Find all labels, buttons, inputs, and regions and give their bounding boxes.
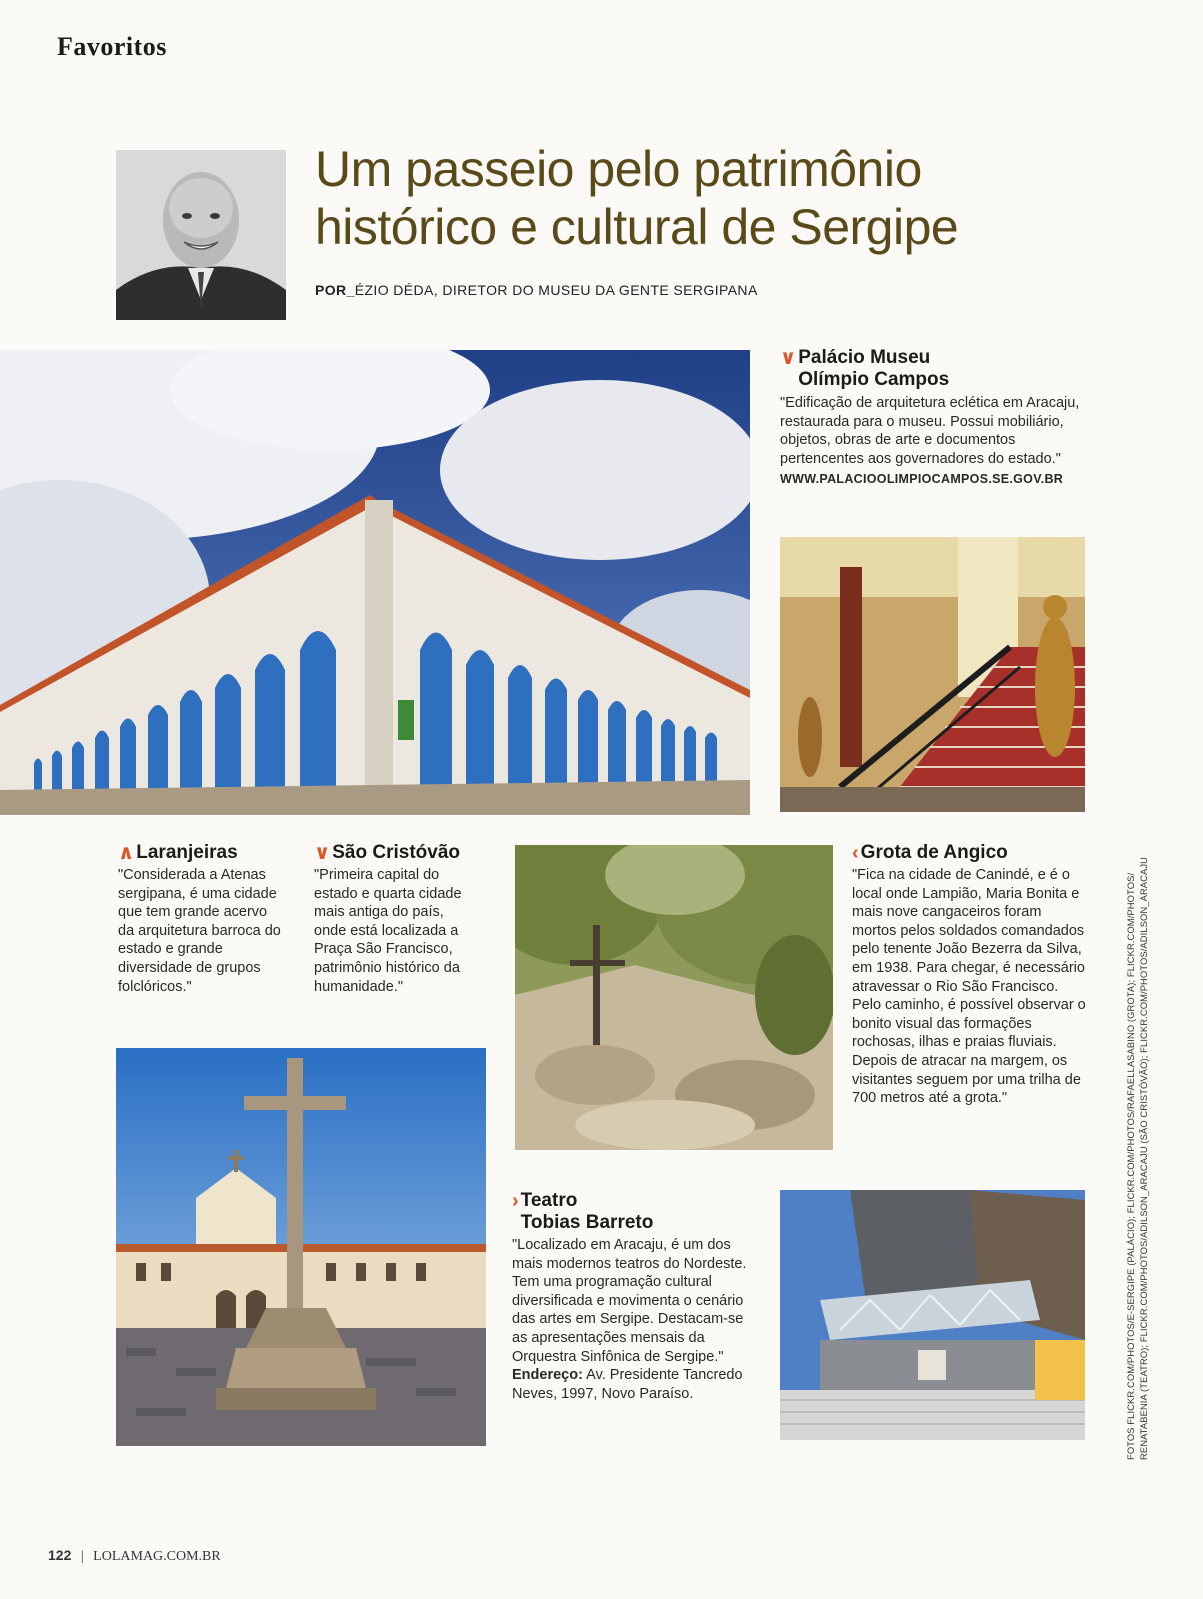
address-text: Av. Presidente Tancredo Neves, 1997, Novo Paraíso. [512,1367,743,1402]
title-line: Olímpio Campos [798,369,950,390]
credit-line: RENATABENIA (TEATRO); FLICKR.COM/PHOTOS/ADILSON_ARACAJU (SÃO CRISTÓVÃO); FLICKR.COM/PHOTOS/ADILSON_ARACAJU [1138,856,1149,1460]
section-grota [852,842,1097,1108]
chevron-down-icon: ∨ [314,842,331,864]
title-line: Tobias Barreto [520,1212,654,1233]
section-body: "Edificação de arquitetura eclética em Aracaju, restaurada para o museu. Possui mobiliário, objetos, obras de arte e documentos pertencentes aos governadores do estado." [780,395,1080,467]
byline [315,282,758,298]
site-name: LOLAMAG.COM.BR [93,1549,221,1564]
photo-credits [1124,820,1150,1460]
section-title [852,842,1097,864]
title-line: Grota de Angico [860,842,1008,863]
section-body: "Considerada a Atenas sergipana, é uma cidade que tem grande acervo da arquitetura barroca do estado e grande diversidade de grupos folclóricos." [118,867,281,995]
page-footer [48,1547,221,1565]
section-title [314,842,499,864]
chevron-down-icon: ∨ [780,347,797,369]
section-body: "Fica na cidade de Canindé, e é o local onde Lampião, Maria Bonita e mais nove cangaceiros foram mortos pelos soldados comandados pelo tenente João Bezerra da Silva, em 1938. Para chegar, é necessário atravessar o Rio São Francisco. Pelo caminho, é possível observar o bonito visual das formações rochosas, ilhas e praias fluviais. Depois de atracar na margem, os visitantes seguem por uma trilha de 700 metros até a grota." [852,867,1086,1107]
photo-praca-sao-francisco [116,1048,486,1446]
photo-grota-cross [515,845,833,1150]
byline-prefix: POR_ [315,282,355,298]
chevron-up-icon: ∧ [118,842,135,864]
address-label: Endereço: [512,1367,583,1384]
section-sao-cristovao [314,842,499,996]
section-body [512,1236,754,1403]
photo-palacio-staircase [780,537,1085,812]
footer-separator: | [80,1549,84,1564]
article-title: Um passeio pelo patrimônio histórico e cultural de Sergipe [315,141,959,255]
section-title [512,1190,762,1234]
section-title [780,347,1110,391]
section-label: Favoritos [57,32,167,61]
section-url: WWW.PALACIOOLIMPIOCAMPOS.SE.GOV.BR [780,472,1064,487]
title-line: Laranjeiras [136,842,238,863]
title-line: Teatro [520,1190,578,1211]
chevron-right-icon: › [512,1190,519,1212]
title-line: São Cristóvão [332,842,461,863]
body-text: "Localizado em Aracaju, é um dos mais modernos teatros do Nordeste. Tem uma programação cultural diversificada e movimenta o cenário das artes em Sergipe. Destacam-se as apresentações mensais da Orquestra Sinfônica de Sergipe." [512,1237,747,1365]
photo-building-sao-cristovao [0,350,750,815]
author-portrait-illustration [116,150,286,320]
photo-teatro-tobias-barreto [780,1190,1085,1440]
author-photo [116,150,286,320]
section-palacio [780,347,1110,486]
section-body: "Primeira capital do estado e quarta cidade mais antiga do país, onde está localizada a Praça São Francisco, patrimônio histórico da humanidade." [314,867,462,995]
chevron-left-icon: ‹ [852,842,859,864]
section-laranjeiras [118,842,298,996]
credit-line: FOTOS FLICKR.COM/PHOTOS/E-SERGIPE (PALÁCIO); FLICKR.COM/PHOTOS/RAFAELLASABINO (GROTA); FLICKR.COM/PHOTOS/ [1125,872,1136,1460]
section-teatro [512,1190,762,1403]
section-title [118,842,298,864]
byline-author: ÉZIO DÉDA, DIRETOR DO MUSEU DA GENTE SERGIPANA [354,282,758,298]
title-line: Palácio Museu [798,347,931,368]
page-number: 122 [48,1547,72,1563]
